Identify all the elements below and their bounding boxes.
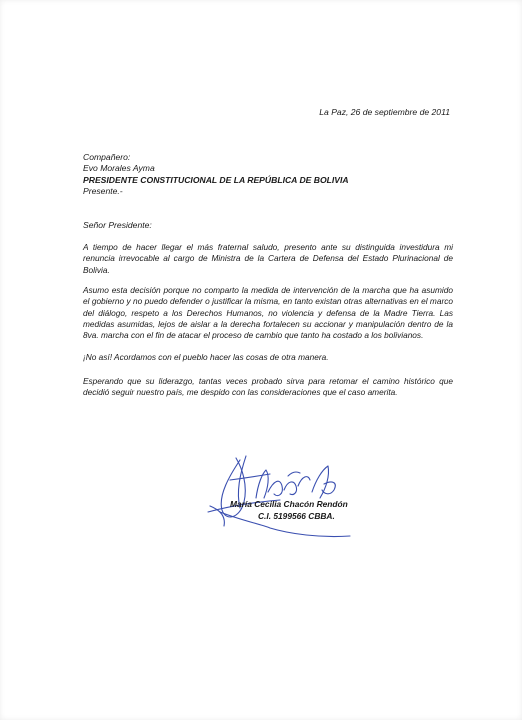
- addressee-block: [83, 152, 349, 198]
- signer-name: María Cecilia Chacón Rendón: [230, 499, 348, 509]
- addressee-greeting: Compañero:: [83, 152, 131, 162]
- salutation: Señor Presidente:: [83, 220, 152, 230]
- signer-id: C.I. 5199566 CBBA.: [258, 510, 335, 521]
- paragraph-farewell: Esperando que su liderazgo, tantas veces probado sirva para retomar el camino histórico que decidió seguir nuestro país, me despido con las consideraciones que el caso amerita.: [83, 376, 453, 398]
- addressee-title: PRESIDENTE CONSTITUCIONAL DE LA REPÚBLICA DE BOLIVIA: [83, 174, 349, 185]
- paragraph-reason: Asumo esta decisión porque no comparto la medida de intervención de la marcha que ha asumido el gobierno y no puedo defender o justificar la misma, en tanto existan otras alternativas en el marco del diálogo, respeto a los Derechos Humanos, no violencia y defensa de la Madre Tierra. Las medidas asumidas, lejos de aislar a la derecha fortalecen su accionar y manipulación dentro de la 8va. marcha con el fin de atacar el proceso de cambio que tanto ha costado a los bolivianos.: [83, 285, 453, 341]
- addressee-name: Evo Morales Ayma: [83, 163, 155, 174]
- handwritten-signature: [200, 440, 360, 540]
- letter-date: La Paz, 26 de septiembre de 2011: [319, 107, 450, 117]
- addressee-presente: Presente.-: [83, 186, 123, 197]
- paragraph-no-asi: ¡No así! Acordamos con el pueblo hacer las cosas de otra manera.: [83, 352, 329, 362]
- paragraph-resignation: A tiempo de hacer llegar el más fraternal saludo, presento ante su distinguida investidura mi renuncia irrevocable al cargo de Ministra de la Cartera de Defensa del Estado Plurinacional de Bolivia.: [83, 242, 453, 275]
